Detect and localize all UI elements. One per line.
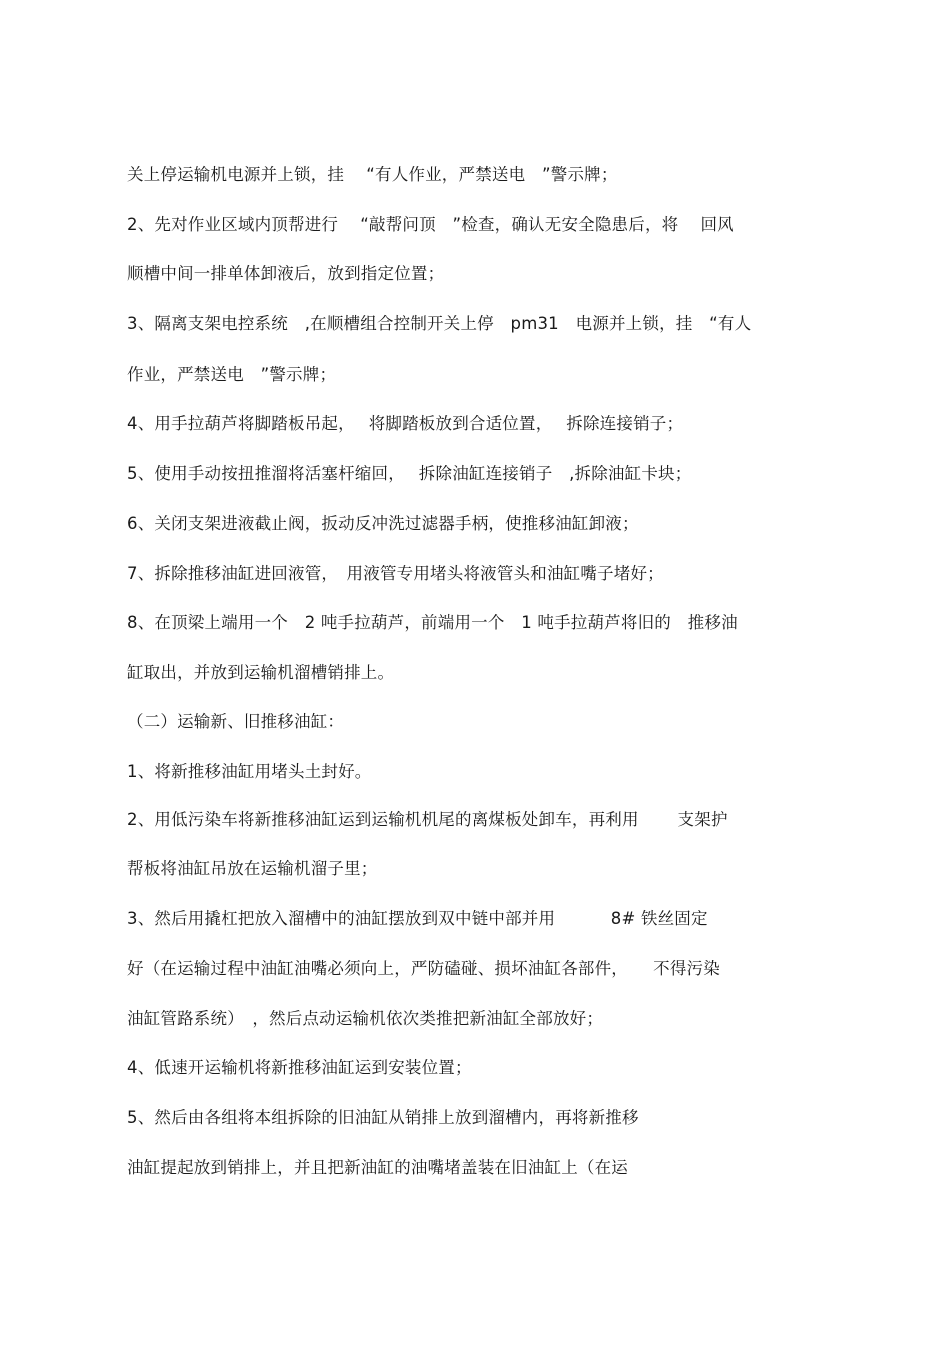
text-line: 8、在顶梁上端用一个 2 吨手拉葫芦，前端用一个 1 吨手拉葫芦将旧的 推移油 (127, 613, 738, 632)
text-line: 4、用手拉葫芦将脚踏板吊起， 将脚踏板放到合适位置， 拆除连接销子； (127, 414, 684, 433)
text-line: 缸取出，并放到运输机溜槽销排上。 (127, 663, 395, 682)
text-line: 1、将新推移油缸用堵头土封好。 (127, 762, 372, 781)
text-line: 6、关闭支架进液截止阀，扳动反冲洗过滤器手柄，使推移油缸卸液； (127, 514, 639, 533)
text-line: 5、然后由各组将本组拆除的旧油缸从销排上放到溜槽内，再将新推移 (127, 1108, 639, 1127)
text-line: 3、然后用撬杠把放入溜槽中的油缸摆放到双中链中部并用 8# 铁丝固定 (127, 909, 708, 928)
text-line: 关上停运输机电源并上锁，挂 “有人作业，严禁送电 ”警示牌； (127, 165, 618, 184)
text-line: 3、隔离支架电控系统 ,在顺槽组合控制开关上停 pm31 电源并上锁，挂 “有人 (127, 314, 752, 333)
text-line: 作业，严禁送电 ”警示牌； (127, 365, 337, 384)
text-line: 帮板将油缸吊放在运输机溜子里； (127, 859, 378, 878)
text-line: 2、先对作业区域内顶帮进行 “敲帮问顶 ”检查，确认无安全隐患后，将 回风 (127, 215, 734, 234)
text-line: 油缸管路系统） ，然后点动运输机依次类推把新油缸全部放好； (127, 1009, 604, 1028)
text-line: 2、用低污染车将新推移油缸运到运输机机尾的离煤板处卸车，再利用 支架护 (127, 810, 728, 829)
text-line: 4、低速开运输机将新推移油缸运到安装位置； (127, 1058, 472, 1077)
section-heading: （二）运输新、旧推移油缸： (127, 712, 345, 731)
text-line: 好（在运输过程中油缸油嘴必须向上，严防磕碰、损坏油缸各部件， 不得污染 (127, 959, 720, 978)
text-line: 顺槽中间一排单体卸液后，放到指定位置； (127, 264, 445, 283)
text-line: 5、使用手动按扭推溜将活塞杆缩回， 拆除油缸连接销子 ,拆除油缸卡块； (127, 464, 692, 483)
text-line: 7、拆除推移油缸进回液管， 用液管专用堵头将液管头和油缸嘴子堵好； (127, 564, 664, 583)
text-line: 油缸提起放到销排上，并且把新油缸的油嘴堵盖装在旧油缸上（在运 (127, 1158, 628, 1177)
